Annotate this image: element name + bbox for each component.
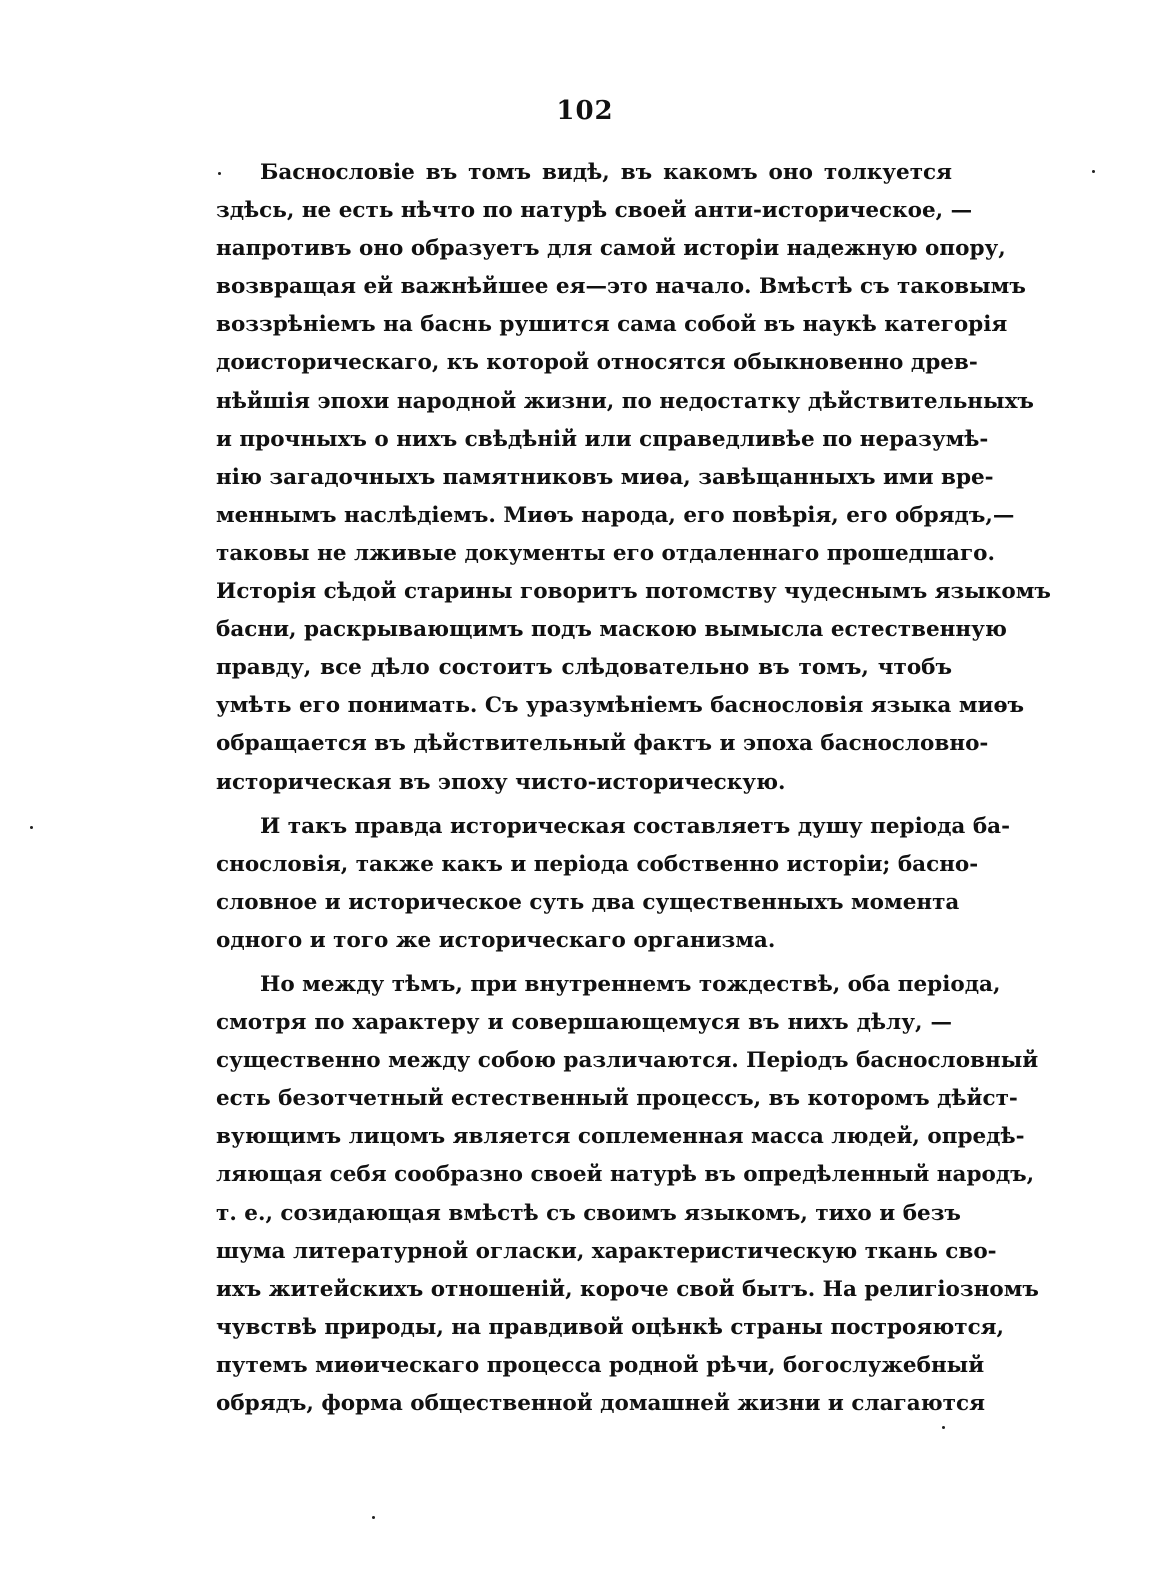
text-line: шума литературной огласки, характеристическую ткань сво- xyxy=(216,1238,997,1264)
text-line: историческая въ эпоху чисто-историческую. xyxy=(216,769,786,795)
scan-speck xyxy=(218,172,221,175)
scan-speck xyxy=(372,1516,375,1519)
paragraph-1 xyxy=(216,154,1051,802)
text-line: меннымъ наслѣдіемъ. Миѳъ народа, его повѣрія, его обрядъ,— xyxy=(216,502,1015,528)
text-line: вующимъ лицомъ является соплеменная масса людей, опредѣ- xyxy=(216,1124,1025,1150)
text-line: смотря по характеру и совершающемуся въ нихъ дѣлу, — xyxy=(216,1010,952,1036)
text-line: Баснословіе въ томъ видѣ, въ какомъ оно толкуется xyxy=(260,160,952,185)
text-line: напротивъ оно образуетъ для самой исторіи надежную опору, xyxy=(216,236,1006,262)
text-line: нѣйшія эпохи народной жизни, по недостатку дѣйствительныхъ xyxy=(216,388,1034,414)
text-line: чувствѣ природы, на правдивой оцѣнкѣ страны построяются, xyxy=(216,1314,1005,1340)
text-line: и прочныхъ о нихъ свѣдѣній или справедливѣе по неразумѣ- xyxy=(216,426,989,452)
paragraph-2 xyxy=(216,808,1011,960)
text-line: Но между тѣмъ, при внутреннемъ тождествѣ, оба періода, xyxy=(260,971,1001,997)
scan-speck xyxy=(1092,170,1095,173)
text-line: ляющая себя сообразно своей натурѣ въ опредѣленный народъ, xyxy=(216,1162,1035,1188)
text-line: И такъ правда историческая составляетъ душу періода ба- xyxy=(260,813,1011,839)
text-line: ихъ житейскихъ отношеній, короче свой бытъ. На религіозномъ xyxy=(216,1276,1039,1302)
text-line: возвращая ей важнѣйшее ея—это начало. Вмѣстѣ съ таковымъ xyxy=(216,274,1026,300)
text-line: басни, раскрывающимъ подъ маскою вымысла естественную xyxy=(216,617,1007,643)
scan-speck xyxy=(30,826,33,829)
body-text xyxy=(216,154,1051,1423)
text-line: здѣсь, не есть нѣчто по натурѣ своей анти-историческое, — xyxy=(216,198,973,224)
text-line: воззрѣніемъ на баснь рушится сама собой въ наукѣ категорія xyxy=(216,312,1008,338)
text-line: т. е., созидающая вмѣстѣ съ своимъ языкомъ, тихо и безъ xyxy=(216,1200,961,1226)
text-line: правду, все дѣло состоитъ слѣдовательно въ томъ, чтобъ xyxy=(216,655,952,681)
text-line: таковы не лживые документы его отдаленнаго прошедшаго. xyxy=(216,540,995,566)
text-line: снословія, также какъ и періода собственно исторіи; басно- xyxy=(216,851,979,877)
text-line: нію загадочныхъ памятниковъ миѳа, завѣщанныхъ ими вре- xyxy=(216,464,994,490)
text-line: Исторія сѣдой старины говоритъ потомству чудеснымъ языкомъ xyxy=(216,579,1051,605)
text-line: обрядъ, форма общественной домашней жизни и слагаются xyxy=(216,1391,985,1416)
text-line: существенно между собою различаются. Періодъ баснословный xyxy=(216,1048,1039,1074)
text-line: умѣть его понимать. Съ уразумѣніемъ баснословія языка миѳъ xyxy=(216,693,1024,719)
text-line: путемъ миѳическаго процесса родной рѣчи, богослужебный xyxy=(216,1352,985,1378)
scan-speck xyxy=(942,1426,945,1429)
paragraph-3 xyxy=(216,966,1039,1423)
text-line: одного и того же историческаго организма. xyxy=(216,927,776,953)
page-number: 102 xyxy=(556,96,614,126)
text-line: есть безотчетный естественный процессъ, въ которомъ дѣйст- xyxy=(216,1086,1018,1112)
text-line: обращается въ дѣйствительный фактъ и эпоха баснословно- xyxy=(216,731,989,757)
text-line: словное и историческое суть два существенныхъ момента xyxy=(216,889,960,915)
text-line: доисторическаго, къ которой относятся обыкновенно древ- xyxy=(216,350,978,376)
